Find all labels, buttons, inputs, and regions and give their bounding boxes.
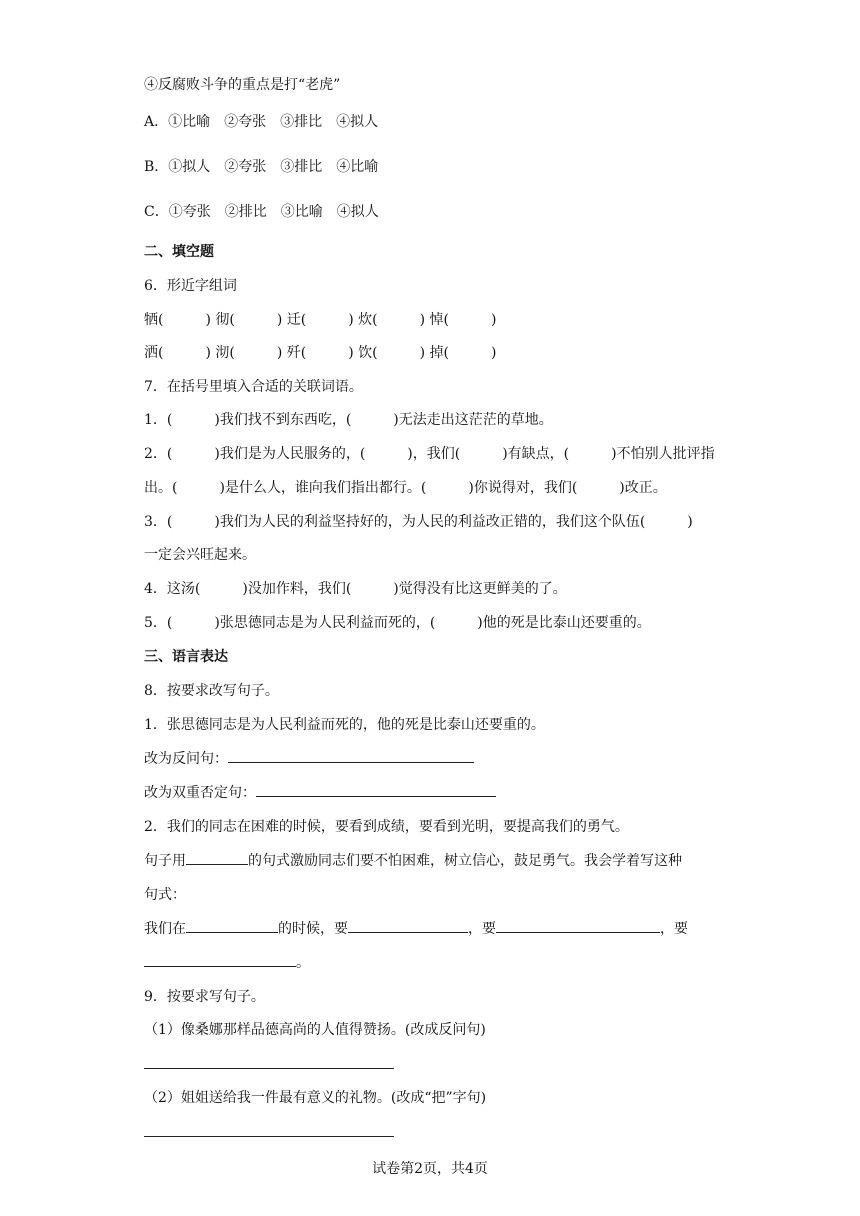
- q5-item-4: ④反腐败斗争的重点是打“老虎”: [144, 77, 341, 93]
- q9-item-1-answer-line[interactable]: [144, 1068, 394, 1069]
- q8-item-2-imitation: [144, 920, 688, 938]
- text-segment: 。: [296, 955, 310, 971]
- text-segment: ，要: [468, 921, 496, 937]
- q6-row-2: 洒( ) 沏( ) 歼( ) 饮( ) 掉( ): [144, 345, 497, 361]
- q9-item-2-answer-line[interactable]: [144, 1136, 394, 1137]
- answer-blank[interactable]: [496, 920, 660, 933]
- q6-row-1: 牺( ) 彻( ) 迁( ) 炊( ) 悼( ): [144, 312, 497, 328]
- q5-option-c[interactable]: C．①夸张 ②排比 ③比喻 ④拟人: [144, 204, 379, 220]
- question-9: 9．按要求写句子。: [144, 989, 265, 1005]
- q7-item-4: 4．这汤( )没加作料，我们( )觉得没有比这更鲜美的了。: [144, 581, 567, 597]
- question-8: 8．按要求改写句子。: [144, 683, 279, 699]
- q7-item-2-line-2: 出。( )是什么人，谁向我们指出都行。( )你说得对，我们( )改正。: [144, 480, 667, 496]
- q7-item-1: 1．( )我们找不到东西吃，( )无法走出这茫茫的草地。: [144, 412, 553, 428]
- q8-rhetorical-label: 改为反问句：: [144, 751, 228, 767]
- q9-item-1: （1）像桑娜那样品德高尚的人值得赞扬。(改成反问句): [144, 1022, 486, 1038]
- question-6: 6．形近字组词: [144, 278, 237, 294]
- section-heading-fill-blank: 二、填空题: [144, 244, 214, 260]
- q8-item-2: 2．我们的同志在困难的时候，要看到成绩，要看到光明，要提高我们的勇气。: [144, 819, 629, 835]
- text-segment: 的句式激励同志们要不怕困难，树立信心，鼓足勇气。我会学着写这种: [248, 853, 682, 869]
- text-segment: 句子用: [144, 853, 186, 869]
- answer-blank[interactable]: [228, 750, 474, 763]
- q7-item-2-line-1: 2．( )我们是为人民服务的，( )，我们( )有缺点，( )不怕别人批评指: [144, 446, 715, 462]
- q7-item-3-line-1: 3．( )我们为人民的利益坚持好的，为人民的利益改正错的，我们这个队伍( ): [144, 514, 693, 530]
- answer-blank[interactable]: [144, 954, 296, 967]
- text-segment: 的时候，要: [278, 921, 348, 937]
- answer-blank[interactable]: [256, 784, 496, 797]
- question-7: 7．在括号里填入合适的关联词语。: [144, 379, 363, 395]
- q8-item-1: 1．张思德同志是为人民利益而死的，他的死是比泰山还要重的。: [144, 717, 545, 733]
- text-segment: ，要: [660, 921, 688, 937]
- page-footer: 试卷第2页，共4页: [372, 1161, 488, 1177]
- q8-item-1-double-negative: [144, 784, 496, 802]
- answer-blank[interactable]: [186, 920, 278, 933]
- q8-double-negative-label: 改为双重否定句：: [144, 785, 256, 801]
- q7-item-5: 5．( )张思德同志是为人民利益而死的，( )他的死是比泰山还要重的。: [144, 615, 651, 631]
- q8-item-2-imitation-end: [144, 954, 310, 972]
- q7-item-3-line-2: 一定会兴旺起来。: [144, 547, 256, 563]
- q8-item-2-pattern-label: 句式：: [144, 887, 186, 903]
- q5-option-a[interactable]: A．①比喻 ②夸张 ③排比 ④拟人: [144, 114, 379, 130]
- answer-blank[interactable]: [186, 852, 248, 865]
- q9-item-2: （2）姐姐送给我一件最有意义的礼物。(改成“把”字句): [144, 1090, 487, 1106]
- q8-item-2-sentence-pattern: [144, 852, 682, 870]
- text-segment: 我们在: [144, 921, 186, 937]
- q8-item-1-rhetorical: [144, 750, 474, 768]
- section-heading-language: 三、语言表达: [144, 649, 228, 665]
- q5-option-b[interactable]: B．①拟人 ②夸张 ③排比 ④比喻: [144, 159, 379, 175]
- answer-blank[interactable]: [348, 920, 468, 933]
